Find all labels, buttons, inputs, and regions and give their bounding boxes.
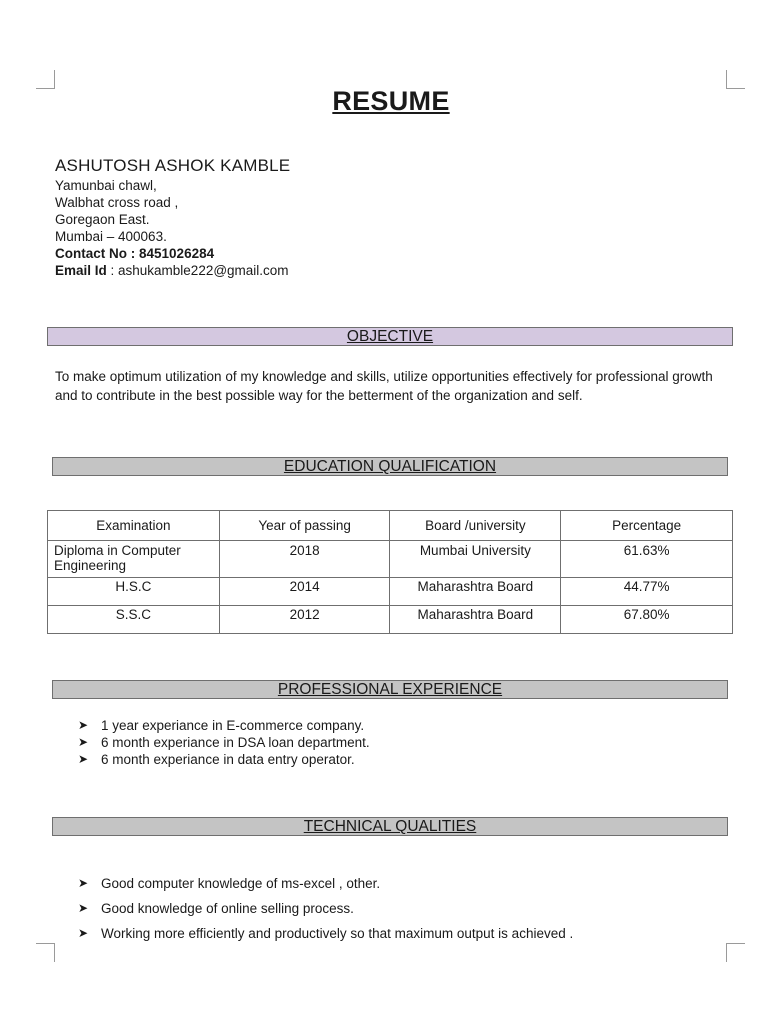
table-cell: H.S.C [48,578,220,606]
column-header: Percentage [561,511,733,541]
contact-label: Contact No : [55,246,136,261]
table-row [48,578,733,606]
contact-number [55,245,289,262]
table-header-row [48,511,733,541]
candidate-name: ASHUTOSH ASHOK KAMBLE [55,156,291,175]
experience-heading: PROFESSIONAL EXPERIENCE [277,681,503,698]
crop-mark-bottom-left [36,943,55,962]
list-item-text: 6 month experiance in data entry operator. [101,752,355,767]
arrowhead-right-icon: ➤ [78,718,89,732]
list-item-text: 1 year experiance in E-commerce company. [101,718,365,733]
table-cell: 2014 [219,578,390,606]
email-value: : ashukamble222@gmail.com [106,263,289,278]
address-line: Mumbai – 400063. [55,229,167,244]
objective-text: To make optimum utilization of my knowledge and skills, utilize opportunities effectively for professional growth and to contribute in the best possible way for the betterment of the organization and self. [55,369,713,403]
list-item-text: Working more efficiently and productively so that maximum output is achieved . [101,926,574,941]
arrowhead-right-icon: ➤ [78,901,89,915]
email [55,262,289,279]
list-item [78,751,370,768]
table-cell: 67.80% [561,606,733,634]
contact-value: 8451026284 [139,246,215,261]
table-row [48,541,733,578]
page-title: RESUME [332,86,450,116]
table-cell: 2012 [219,606,390,634]
email-label: Email Id [55,263,107,278]
table-row [48,606,733,634]
table-cell: Maharashtra Board [390,606,561,634]
table-cell: Mumbai University [390,541,561,578]
column-header: Examination [48,511,220,541]
arrowhead-right-icon: ➤ [78,735,89,749]
table-cell: 61.63% [561,541,733,578]
column-header: Year of passing [219,511,390,541]
technical-heading-bar [52,817,728,836]
list-item [78,896,573,921]
address-line: Goregaon East. [55,212,150,227]
table-cell: S.S.C [48,606,220,634]
objective-heading-bar [47,327,733,346]
arrowhead-right-icon: ➤ [78,752,89,766]
experience-list [78,717,370,768]
list-item [78,921,573,946]
arrowhead-right-icon: ➤ [78,876,89,890]
table-cell: Maharashtra Board [390,578,561,606]
list-item-text: Good knowledge of online selling process. [101,901,354,916]
technical-heading: TECHNICAL QUALITIES [303,818,477,835]
table-cell: Diploma in Computer Engineering [48,541,220,578]
contact-block [55,177,289,279]
arrowhead-right-icon: ➤ [78,926,89,940]
crop-mark-bottom-right [726,943,745,962]
education-table [47,510,733,634]
list-item [78,871,573,896]
technical-list [78,871,573,946]
column-header: Board /university [390,511,561,541]
table-cell: 44.77% [561,578,733,606]
list-item-text: Good computer knowledge of ms-excel , other. [101,876,381,891]
objective-heading: OBJECTIVE [346,328,434,345]
education-heading-bar [52,457,728,476]
list-item [78,717,370,734]
education-heading: EDUCATION QUALIFICATION [283,458,497,475]
list-item-text: 6 month experiance in DSA loan department. [101,735,370,750]
address-line: Walbhat cross road , [55,195,179,210]
experience-heading-bar [52,680,728,699]
list-item [78,734,370,751]
table-cell: 2018 [219,541,390,578]
address-line: Yamunbai chawl, [55,178,157,193]
